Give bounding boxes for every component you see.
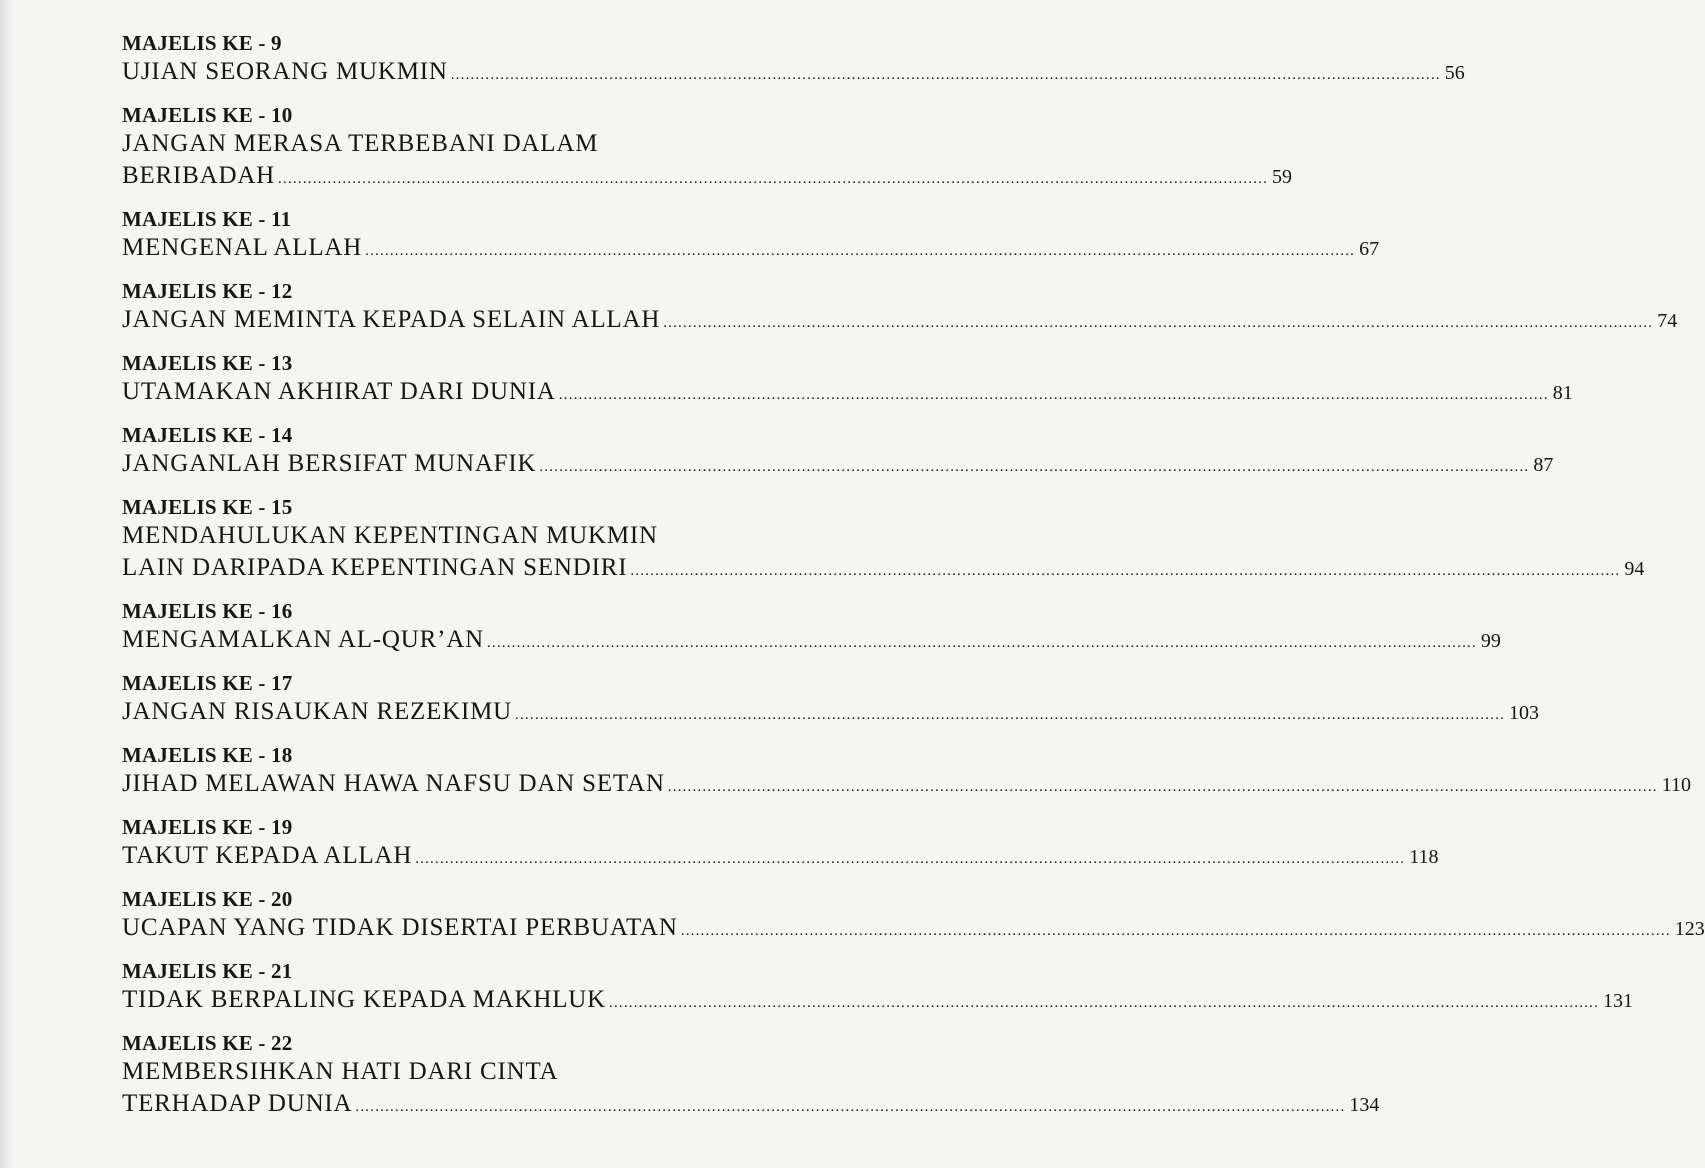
entry-title: JANGANLAH BERSIFAT MUNAFIK [122,450,537,477]
entry-title-row [122,696,1540,731]
dot-leader: ........................................................................................................................................................................................................ [365,243,1356,259]
dot-leader: ........................................................................................................................................................................................................ [558,387,1549,403]
toc-entry [122,350,1573,411]
entry-heading: MAJELIS KE - 10 [122,103,293,127]
dot-leader: ........................................................................................................................................................................................................ [450,67,1441,83]
entry-title: JANGAN RISAUKAN REZEKIMU [122,698,513,725]
toc-entry [122,422,1554,483]
entry-title-row [122,912,1705,947]
entry-title-row [122,160,1293,195]
entry-heading: MAJELIS KE - 14 [122,423,293,447]
entry-title: UJIAN SEORANG MUKMIN [122,58,448,85]
dot-leader: ........................................................................................................................................................................................................ [278,171,1269,187]
dot-leader: ........................................................................................................................................................................................................ [486,635,1477,651]
toc-entry [122,30,1465,91]
entry-heading: MAJELIS KE - 18 [122,743,293,767]
entry-heading: MAJELIS KE - 20 [122,887,293,911]
dot-leader: ........................................................................................................................................................................................................ [355,1099,1346,1115]
page-number: 67 [1359,238,1380,260]
entry-title-row [122,448,1554,483]
toc-entry [122,1030,1380,1123]
entry-heading: MAJELIS KE - 12 [122,279,293,303]
entry-title-row [122,984,1633,1019]
page-number: 56 [1444,62,1465,84]
entry-heading: MAJELIS KE - 19 [122,815,293,839]
table-of-contents [122,30,1705,1134]
entry-heading: MAJELIS KE - 15 [122,495,293,519]
entry-title-row [122,624,1501,659]
entry-title: TIDAK BERPALING KEPADA MAKHLUK [122,986,606,1013]
entry-title: MENGENAL ALLAH [122,234,363,261]
entry-title-row [122,552,1645,587]
toc-entry [122,814,1439,875]
entry-title-row [122,1088,1380,1123]
entry-heading: MAJELIS KE - 13 [122,351,293,375]
page-edge-shadow [0,0,14,1168]
entry-heading: MAJELIS KE - 11 [122,207,292,231]
entry-title-row [122,304,1678,339]
toc-entry [122,886,1705,947]
toc-entry [122,598,1501,659]
entry-title-row [122,768,1691,803]
entry-heading: MAJELIS KE - 22 [122,1031,293,1055]
page-number: 99 [1480,630,1501,652]
entry-title: UCAPAN YANG TIDAK DISERTAI PERBUATAN [122,914,678,941]
toc-entry [122,102,1293,195]
toc-entry [122,742,1691,803]
entry-title: UTAMAKAN AKHIRAT DARI DUNIA [122,378,556,405]
entry-heading: MAJELIS KE - 16 [122,599,293,623]
dot-leader: ........................................................................................................................................................................................................ [609,995,1599,1011]
entry-title-line: MENDAHULUKAN KEPENTINGAN MUKMIN [122,522,658,549]
page-number: 118 [1409,846,1439,868]
dot-leader: ........................................................................................................................................................................................................ [539,459,1530,475]
entry-title: JIHAD MELAWAN HAWA NAFSU DAN SETAN [122,770,665,797]
entry-heading: MAJELIS KE - 9 [122,31,282,55]
entry-title: LAIN DARIPADA KEPENTINGAN SENDIRI [122,554,628,581]
entry-title-line: MEMBERSIHKAN HATI DARI CINTA [122,1058,559,1085]
entry-title-line: JANGAN MERASA TERBEBANI DALAM [122,130,599,157]
entry-title-row [122,840,1439,875]
page-number: 131 [1603,990,1633,1012]
page-number: 74 [1657,310,1678,332]
toc-entry [122,670,1540,731]
page-number: 94 [1624,558,1645,580]
page-number: 81 [1552,382,1573,404]
page-number: 110 [1661,774,1691,796]
page-number: 87 [1533,454,1554,476]
dot-leader: ........................................................................................................................................................................................................ [667,779,1658,795]
page-number: 103 [1509,702,1540,724]
toc-entry [122,206,1380,267]
entry-title-row [122,376,1573,411]
dot-leader: ........................................................................................................................................................................................................ [663,315,1654,331]
entry-heading: MAJELIS KE - 17 [122,671,293,695]
entry-heading: MAJELIS KE - 21 [122,959,293,983]
toc-entry [122,278,1678,339]
entry-title: BERIBADAH [122,162,276,189]
toc-entry [122,958,1633,1019]
entry-title-row [122,56,1465,91]
entry-title: TERHADAP DUNIA [122,1090,353,1117]
entry-title: JANGAN MEMINTA KEPADA SELAIN ALLAH [122,306,661,333]
entry-title: TAKUT KEPADA ALLAH [122,842,413,869]
entry-title-row [122,232,1380,267]
dot-leader: ........................................................................................................................................................................................................ [630,563,1621,579]
toc-entry [122,494,1645,587]
dot-leader: ........................................................................................................................................................................................................ [515,707,1506,723]
page-number: 123 [1674,918,1705,940]
dot-leader: ........................................................................................................................................................................................................ [415,851,1406,867]
dot-leader: ........................................................................................................................................................................................................ [680,923,1671,939]
page-number: 134 [1349,1094,1380,1116]
entry-title: MENGAMALKAN AL-QUR’AN [122,626,484,653]
page-number: 59 [1272,166,1293,188]
